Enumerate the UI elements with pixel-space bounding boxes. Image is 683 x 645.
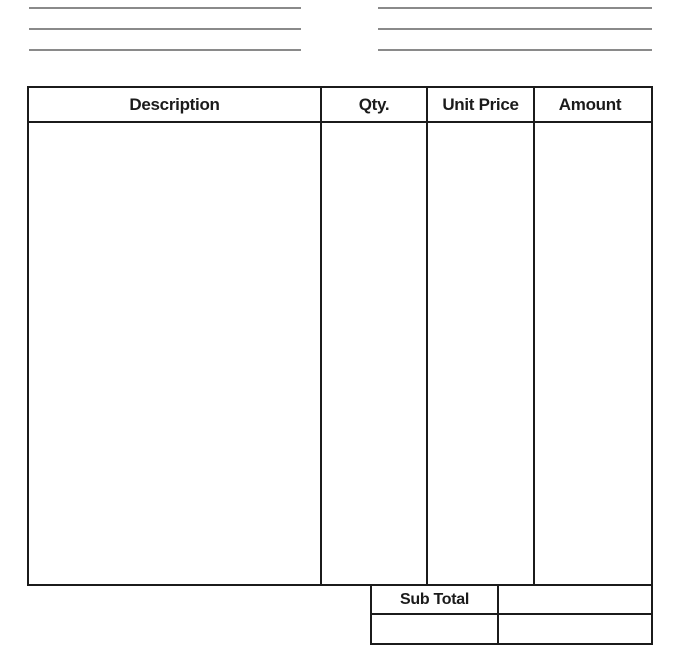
column-header-unit-price-label: Unit Price [442, 94, 519, 114]
column-header-amount-label: Amount [558, 94, 622, 114]
column-header-description-label: Description [129, 94, 220, 114]
next-total-label [372, 615, 499, 643]
invoice-items-table [27, 86, 653, 586]
subtotal-row [370, 584, 653, 615]
description-cell [29, 123, 322, 584]
left-blank-field-line-2 [29, 28, 301, 30]
right-blank-field-line-3 [378, 49, 652, 51]
totals-section [370, 584, 653, 645]
subtotal-value-cell [499, 586, 651, 613]
column-header-qty-label: Qty. [358, 94, 390, 114]
right-blank-field-line-1 [378, 7, 652, 9]
unit-price-cell [428, 123, 535, 584]
left-blank-field-line-1 [29, 7, 301, 9]
column-header-unit-price [428, 88, 535, 121]
qty-cell [322, 123, 428, 584]
column-header-amount [535, 88, 645, 121]
left-blank-field-line-3 [29, 49, 301, 51]
table-body-row [29, 123, 651, 584]
amount-cell [535, 123, 645, 584]
column-header-qty [322, 88, 428, 121]
right-blank-field-line-2 [378, 28, 652, 30]
column-header-description [29, 88, 322, 121]
next-total-value-cell [499, 615, 651, 643]
table-header-row [29, 88, 651, 123]
subtotal-label: Sub Total [372, 586, 499, 613]
